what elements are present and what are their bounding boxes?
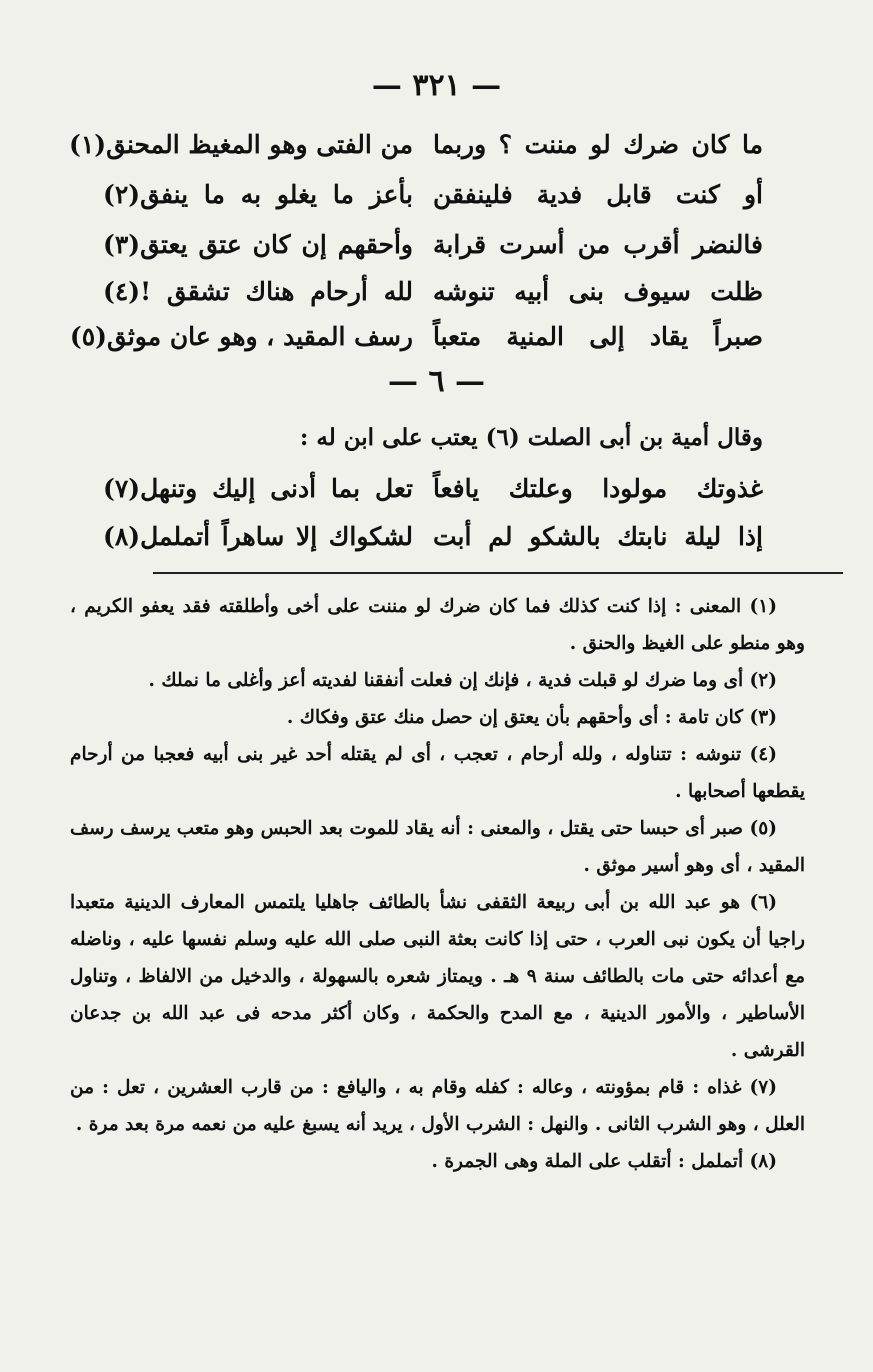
verse-second-hemistich: لشكواك إلا ساهراً أتململ(٨) — [103, 522, 413, 551]
verse-line — [103, 230, 763, 274]
poem-introduction: وقال أمية بن أبى الصلت (٦) يعتب على ابن له : — [299, 424, 763, 451]
verse-first-hemistich: غذوتك مولودا وعلتك يافعاً — [433, 474, 763, 503]
verse-second-hemistich: رسف المقيد ، وهو عان موثق(٥) — [69, 322, 413, 351]
verse-line — [103, 522, 763, 566]
verse-first-hemistich: ما كان ضرك لو مننت ؟ وربما — [433, 130, 763, 159]
footnote-1: (١) المعنى : إذا كنت كذلك فما كان ضرك لو مننت على أخى وأطلقته فقد يعفو الكريم ، وهو منطو على الغيظ والحنق . — [70, 596, 805, 654]
page-number: — ٣٢١ — — [371, 68, 502, 103]
footnote-7: (٧) غذاه : قام بمؤونته ، وعاله : كفله وقام به ، واليافع : من قارب العشرين ، تعل : من العلل ، وهو الشرب الثانى . والنهل : الشرب الأول ، يريد أنه يسبغ عليه من نعمه مرة بعد مرة . — [70, 1077, 805, 1135]
verse-first-hemistich: ظلت سيوف بنى أبيه تنوشه — [433, 277, 763, 306]
footnote-8: (٨) أتململ : أتقلب على الملة وهى الجمرة . — [431, 1151, 777, 1172]
verse-line — [68, 130, 763, 174]
verse-second-hemistich: تعل بما أدنى إليك وتنهل(٧) — [103, 474, 413, 503]
verse-first-hemistich: صبراً يقاد إلى المنية متعباً — [433, 322, 763, 351]
footnotes — [70, 588, 805, 1180]
footnote-6: (٦) هو عبد الله بن أبى ربيعة الثقفى نشأ بالطائف جاهليا يلتمس المعارف الدينية متعبدا راجيا أن يكون نبى العرب ، حتى إذا كانت بعثة النبى صلى الله عليه وسلم نفسها عليه ، وناضله مع أعدائه حتى مات بالطائف سنة ٩ هـ . ويمتاز شعره بالسهولة ، والدخيل من الالفاظ ، وتناول الأساطير ، والأمور الدينية ، مع المدح والحكمة ، وكان أكثر مدحه فى عبد الله بن جدعان القرشى . — [70, 892, 806, 1061]
verse-first-hemistich: أو كنت قابل فدية فلينفقن — [433, 180, 763, 209]
verse-second-hemistich: لله أرحام هناك تشقق !(٤) — [103, 277, 413, 306]
footnote-4: (٤) تنوشه : تتناوله ، ولله أرحام ، تعجب ، أى لم يقتله أحد غير بنى أبيه فعجبا من أرحام يقطعها أصحابها . — [70, 744, 805, 802]
section-number: — ٦ — — [387, 364, 486, 399]
verse-line — [103, 474, 763, 518]
verse-second-hemistich: من الفتى وهو المغيظ المحنق(١) — [68, 130, 413, 159]
footnote-3: (٣) كان تامة : أى وأحقهم بأن يعتق إن حصل منك عتق وفكاك . — [286, 707, 777, 728]
verse-line — [69, 322, 763, 366]
verse-first-hemistich: فالنضر أقرب من أسرت قرابة — [433, 230, 763, 259]
verse-first-hemistich: إذا ليلة نابتك بالشكو لم أبت — [433, 522, 763, 551]
verse-line — [103, 277, 763, 321]
footnote-2: (٢) أى وما ضرك لو قبلت فدية ، فإنك إن فعلت أنفقنا لفديته أعز وأغلى ما نملك . — [148, 670, 777, 691]
footnote-5: (٥) صبر أى حبسا حتى يقتل ، والمعنى : أنه يقاد للموت بعد الحبس وهو متعب يرسف رسف المقيد ، أى وهو أسير موثق . — [70, 818, 805, 876]
verse-second-hemistich: بأعز ما يغلو به ما ينفق(٢) — [103, 180, 413, 209]
verse-line — [103, 180, 763, 224]
verse-second-hemistich: وأحقهم إن كان عتق يعتق(٣) — [103, 230, 413, 259]
footnote-divider — [153, 572, 843, 574]
